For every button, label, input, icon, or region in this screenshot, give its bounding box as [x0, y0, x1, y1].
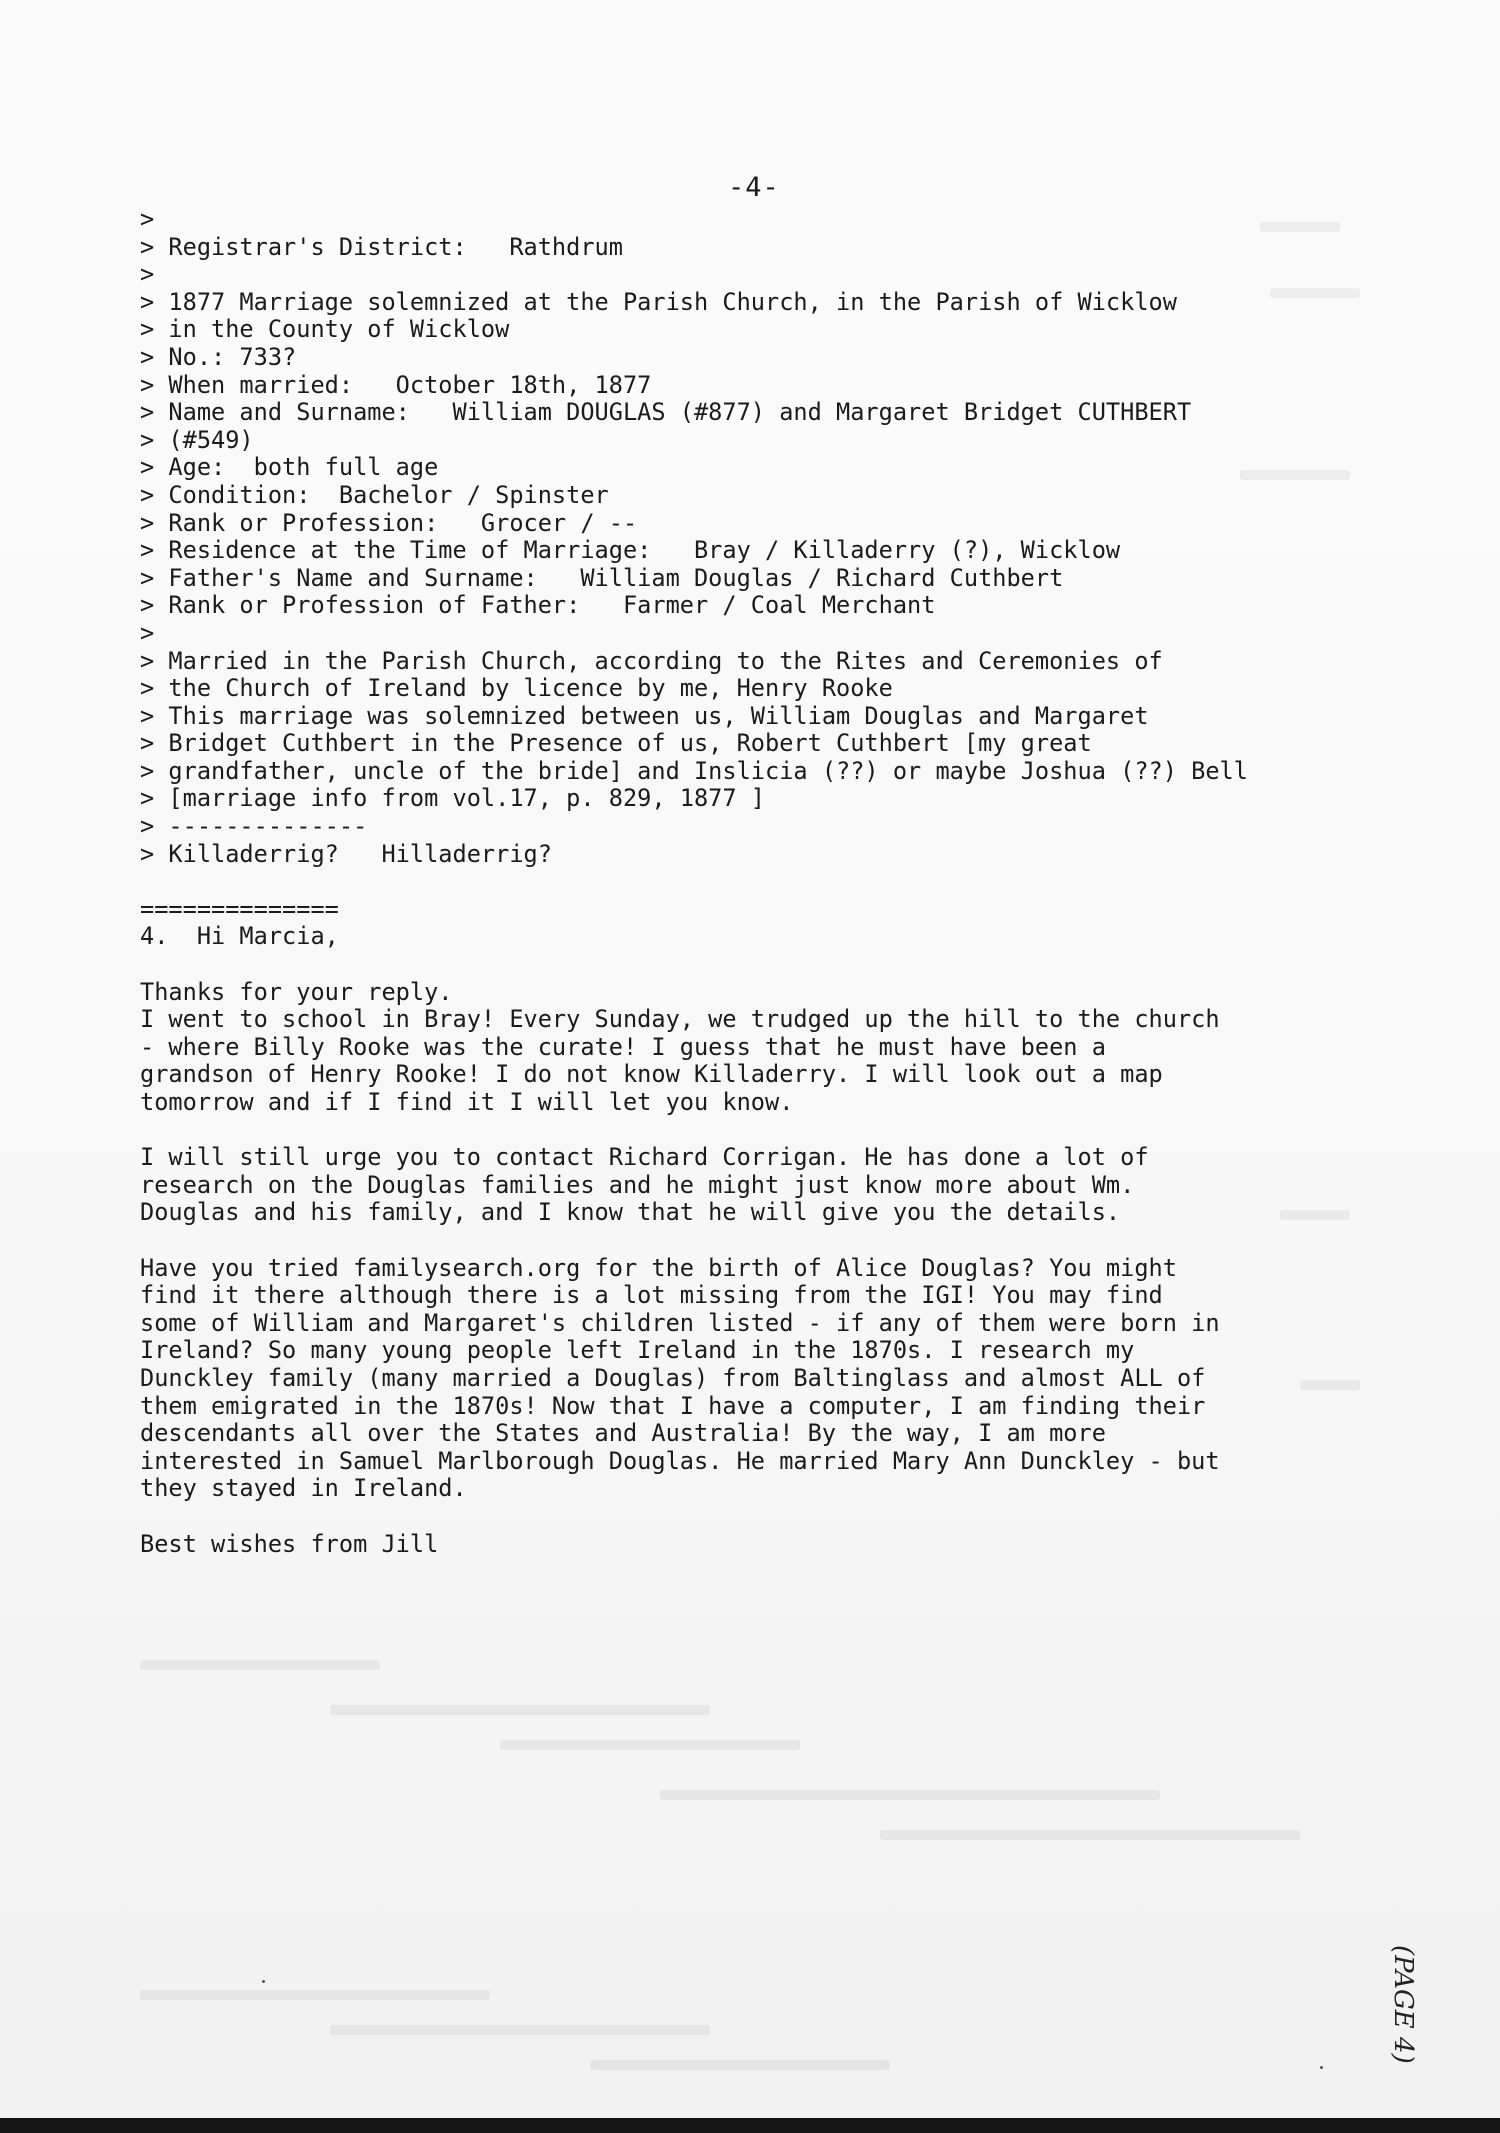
text-line: them emigrated in the 1870s! Now that I have a computer, I am finding their	[140, 1391, 1206, 1420]
text-line: Have you tried familysearch.org for the birth of Alice Douglas? You might	[140, 1253, 1177, 1282]
scan-speck	[1320, 2066, 1323, 2069]
text-line: ==============	[140, 894, 339, 923]
text-line: grandson of Henry Rooke! I do not know Killaderry. I will look out a map	[140, 1060, 1163, 1089]
text-line: > grandfather, uncle of the bride] and Inslicia (??) or maybe Joshua (??) Bell	[140, 756, 1248, 785]
text-line: > Registrar's District: Rathdrum	[140, 232, 623, 261]
text-line: Dunckley family (many married a Douglas) from Baltinglass and almost ALL of	[140, 1363, 1206, 1392]
text-line: > Age: both full age	[140, 453, 439, 482]
text-line: > Rank or Profession of Father: Farmer / Coal Merchant	[140, 591, 936, 620]
text-line	[140, 868, 1390, 896]
text-line: 4. Hi Marcia,	[140, 922, 339, 951]
handwritten-page-note: (PAGE 4)	[1388, 1945, 1418, 2064]
text-line: interested in Samuel Marlborough Douglas. He married Mary Ann Dunckley - but	[140, 1446, 1220, 1475]
text-line: > [marriage info from vol.17, p. 829, 1877 ]	[140, 784, 766, 813]
text-line: descendants all over the States and Australia! By the way, I am more	[140, 1419, 1106, 1448]
text-line: research on the Douglas families and he might just know more about Wm.	[140, 1170, 1135, 1199]
text-line: > When married: October 18th, 1877	[140, 370, 652, 399]
text-line: Ireland? So many young people left Ireland in the 1870s. I research my	[140, 1336, 1135, 1365]
text-line: > Killaderrig? Hilladerrig?	[140, 839, 552, 868]
text-line: > the Church of Ireland by licence by me, Henry Rooke	[140, 674, 893, 703]
text-line: find it there although there is a lot missing from the IGI! You may find	[140, 1281, 1163, 1310]
text-line: >	[140, 205, 155, 233]
text-line: Best wishes from Jill	[140, 1529, 439, 1558]
scan-edge-band	[0, 2118, 1500, 2133]
text-line: > (#549)	[140, 425, 254, 454]
text-line: > This marriage was solemnized between us, William Douglas and Margaret	[140, 701, 1149, 730]
text-line: tomorrow and if I find it I will let you know.	[140, 1088, 794, 1116]
text-line: I will still urge you to contact Richard Corrigan. He has done a lot of	[140, 1143, 1149, 1172]
text-line: > Rank or Profession: Grocer / --	[140, 508, 638, 537]
page-number: -4-	[728, 172, 780, 203]
text-line	[140, 1503, 1390, 1531]
text-line: > in the County of Wicklow	[140, 315, 510, 344]
text-line: >	[140, 618, 155, 647]
text-line: > Married in the Parish Church, according to the Rites and Ceremonies of	[140, 646, 1163, 675]
text-line: > --------------	[140, 812, 368, 841]
text-line	[140, 951, 1390, 979]
text-line	[140, 1227, 1390, 1255]
text-line: >	[140, 260, 155, 289]
text-line: > Father's Name and Surname: William Douglas / Richard Cuthbert	[140, 563, 1064, 592]
text-line: Thanks for your reply.	[140, 977, 453, 1006]
text-line: > Condition: Bachelor / Spinster	[140, 480, 609, 509]
text-line: - where Billy Rooke was the curate! I guess that he must have been a	[140, 1032, 1106, 1061]
text-line: > No.: 733?	[140, 342, 297, 371]
text-line: Douglas and his family, and I know that he will give you the details.	[140, 1198, 1121, 1227]
text-line	[140, 1117, 1390, 1145]
text-line: > Bridget Cuthbert in the Presence of us, Robert Cuthbert [my great	[140, 729, 1092, 758]
text-line: > Name and Surname: William DOUGLAS (#877) and Margaret Bridget CUTHBERT	[140, 398, 1192, 427]
text-line: I went to school in Bray! Every Sunday, we trudged up the hill to the church	[140, 1005, 1220, 1034]
scan-speck	[262, 1980, 265, 1983]
text-line: they stayed in Ireland.	[140, 1474, 467, 1503]
letter-body	[140, 206, 1390, 1558]
text-line: some of William and Margaret's children listed - if any of them were born in	[140, 1308, 1220, 1337]
text-line: > 1877 Marriage solemnized at the Parish Church, in the Parish of Wicklow	[140, 287, 1177, 316]
text-line: > Residence at the Time of Marriage: Bray / Killaderry (?), Wicklow	[140, 536, 1121, 565]
